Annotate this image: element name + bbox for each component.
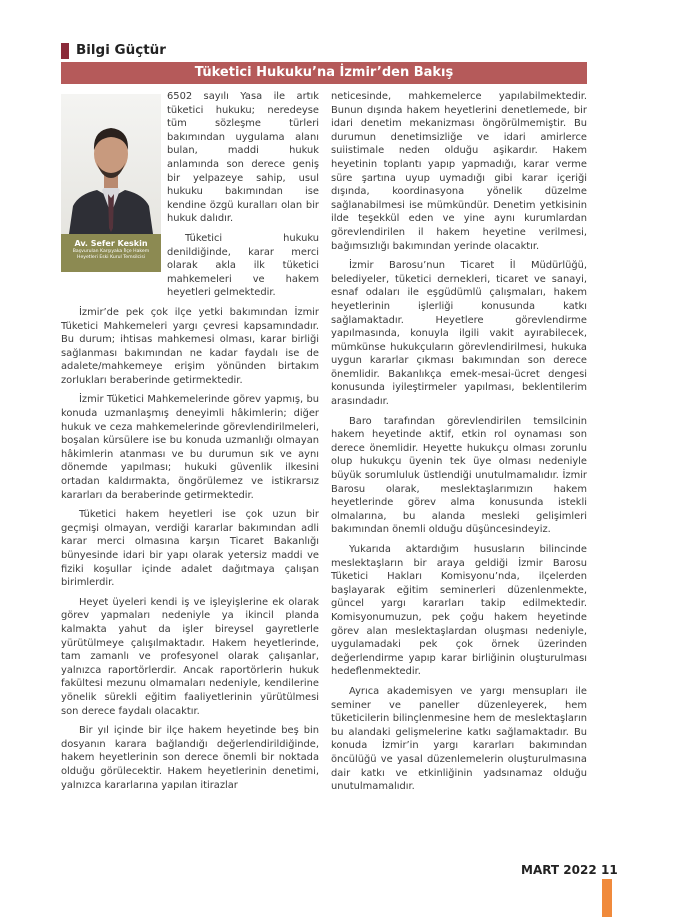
- article-column-left: [61, 90, 319, 798]
- article-column-right: [331, 90, 587, 800]
- paragraph: Bir yıl içinde bir ilçe hakem heyetinde beş bin dosyanın karara bağlandığı değerlendirildiğinde, hakem heyetlerinin son derece önemli bir noktada olduğu görülecektir. Hakem heyetlerinin denetimi, yalnızca kararlarına yapılan itirazlar: [61, 725, 319, 791]
- photo-spacer: [61, 90, 167, 303]
- footer-accent-bar: [602, 879, 612, 917]
- paragraph: Yukarıda aktardığım hususların bilincinde meslektaşların bir araya geldiği İzmir Barosu Tüketici Hakları Komisyonu’nda, ilçelerden başlayarak eğitim seminerleri düzenlenmekte, güncel yargı kararları takip edilmektedir. Komisyonumuzun, pek çoğu hakem heyetinde görev alan meslektaşlardan oluşması nedeniyle, uygulamadaki pek çok örnek üzerinden değerlendirme yapıp karar birliğinin oluşturulması hedeflenmektedir.: [331, 544, 587, 678]
- paragraph: Baro tarafından görevlendirilen temsilcinin hakem heyetinde aktif, etkin rol oynaması son derece önemlidir. Heyette hukukçu olması zorunlu olup hukukçu üyenin tek üye olması nedeniyle büyük sorumluluk üstlendiği unutulmamalıdır. İzmir Barosu olarak, meslektaşlarımızın hakem heyetlerinde görev alma konusunda istekli olmalarına, bu alanda mesleki gelişimleri bakımından önemli olduğu düşüncesindeyiz.: [331, 415, 587, 536]
- paragraph: Ayrıca akademisyen ve yargı mensupları ile seminer ve paneller düzenleyerek, hem tüketicilerin bilinçlenmesine hem de meslektaşların bu alandaki gelişmelerine katkı sağlamaktadır. Bu konuda İzmir’in yargı kararları bakımından öncülüğü ve yasal düzenlemelerin oluşturulmasına dair katkı ve etkinliğinin yadsınamaz olduğu unutulmamalıdır.: [331, 685, 587, 793]
- article-title: Tüketici Hukuku’na İzmir’den Bakış: [61, 62, 587, 84]
- paragraph: Tüketici hukuku denildiğinde, karar merci olarak akla ilk tüketici mahkemeleri ve hakem heyetleri gelmektedir.: [167, 232, 319, 299]
- author-role: Başvurulan Karşıyaka İlçe Hakem Heyetleri Eski Kurul Temsilcisi: [72, 249, 150, 260]
- paragraph: İzmir’de pek çok ilçe yetki bakımından İzmir Tüketici Mahkemeleri yargı çevresi kapsamındadır. Bu durum; ihtisas mahkemesi olması, karar birliği sağlanması bakımından ne kadar faydalı ise de adalete/mahkemeye erişim yönünden birtakım zorlukları beraberinde getirmektedir.: [61, 306, 319, 386]
- page-number: 11: [601, 863, 618, 877]
- paragraph: neticesinde, mahkemelerce yapılabilmektedir. Bunun dışında hakem heyetlerini denetlemede, bir idari denetim mekanizması öngörülmemiştir. Bu durumun denetimsizliğe ve idari amirlerce suiistimale neden olduğu aşikardır. Hakem heyetinin toplantı yapıp yapmadığı, karar verme süre şartına uyup uymadığı gibi karar içeriği dışında, koordinasyona yönelik düzelme sağlanabilmesi ise mümkündür. Denetim yetkisinin ilde teşekkül eden ve yine aynı kurumlardan görevlendirilen il hakem heyetine verilmesi, bağımsızlığı bakımından yerinde olacaktır.: [331, 91, 587, 252]
- issue-date: MART 2022: [521, 863, 597, 877]
- paragraph: Heyet üyeleri kendi iş ve işleyişlerine ek olarak görev yapmaları nedeniyle ya ikincil planda kalmakta yahut da işler bireysel gayretlerle yürütülmeye çalışılmaktadır. Hakem heyetlerinde, tam zamanlı ve profesyonel olarak çalışanlar, yalnızca raportörlerdir. Ancak raportörlerin hukuk fakültesi mezunu olmamaları nedeniyle, kendilerine yönelik sürekli eğitim faaliyetlerinin yürütülmesi son derece faydalı olacaktır.: [61, 596, 319, 717]
- section-marker: [61, 43, 69, 59]
- author-name: Av. Sefer Keskin: [74, 239, 148, 248]
- paragraph: İzmir Barosu’nun Ticaret İl Müdürlüğü, belediyeler, tüketici dernekleri, ticaret ve sanayi, esnaf odaları ile eşgüdümlü çalışmaları, hakem heyetlerinin işlerliği konusunda katkı sağlamaktadır. Heyetlere görevlendirme yapılmasında, konuyla ilgili vakit ayırabilecek, mümkünse hukukçuların görevlendirilmesi, hukuka uygun kararlar çıkması bakımından son derece önemlidir. Bakanlıkça emek-mesai-ücret dengesi konusunda iyileştirmeler yapılması, beklentilerim arasındadır.: [331, 260, 587, 408]
- paragraph: Tüketici hakem heyetleri ise çok uzun bir geçmişi olmayan, verdiği kararlar bakımından adli karar merci olmasına karşın Ticaret Bakanlığı bünyesinde idari bir yapı olarak yetersiz maddi ve fiziki koşullar içinde adalet dağıtmaya çalışan birimlerdir.: [61, 509, 319, 589]
- paragraph: 6502 sayılı Yasa ile artık tüketici hukuku; neredeyse tüm sözleşme türleri bakımından uygulama alanı bulan, maddi hukuk anlamında son derece geniş bir yelpazeye sahip, usul hukuku bakımından ise kendine özgü kuralları olan bir hukuk dalıdır.: [167, 91, 319, 225]
- paragraph: İzmir Tüketici Mahkemelerinde görev yapmış, bu konuda uzmanlaşmış deneyimli hâkimlerin; diğer hukuk ve ceza mahkemelerinde görevlendirilmeleri, boşalan kürsülere ise bu konuda uzmanlığı olmayan hâkimlerin atanması ve bu durumun sık ve aynı dönemde yapılması; hukuki güvenlik ilkesini ortadan kaldırmakta, öngörülemez ve istikrarsız kararları da beraberinde getirmektedir.: [61, 394, 319, 501]
- section-title: Bilgi Güçtür: [76, 42, 166, 58]
